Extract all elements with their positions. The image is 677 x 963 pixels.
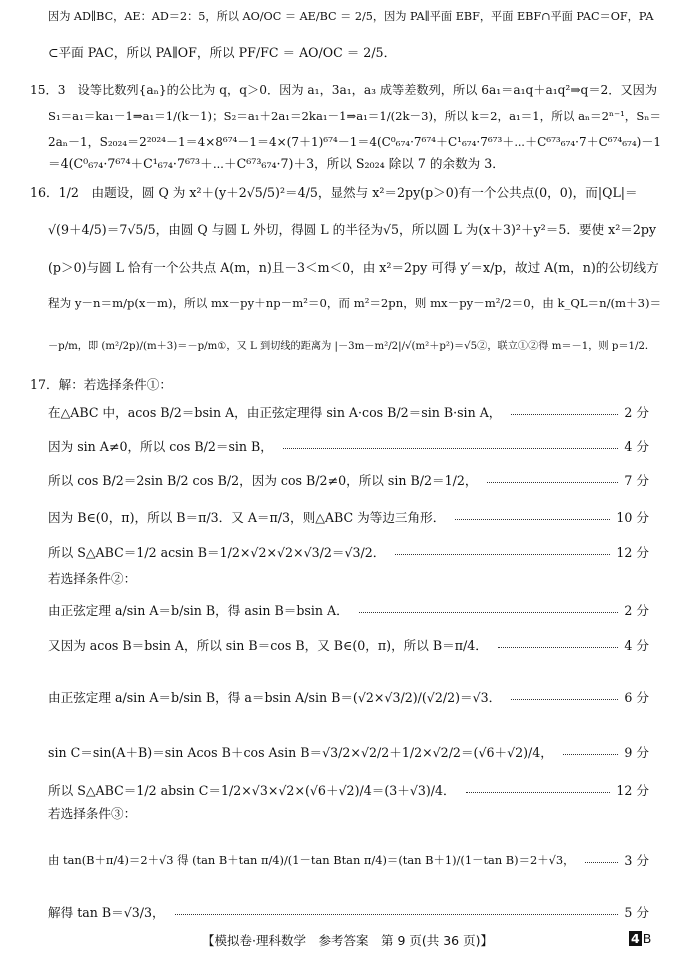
page-badge: [629, 931, 651, 946]
dotted-leader: [498, 647, 619, 648]
step-text: 所以 cos B/2＝2sin B/2 cos B/2，因为 cos B/2≠0，所以 sin B/2＝1/2，: [48, 473, 478, 488]
dotted-leader: [585, 862, 619, 863]
score-label: 2 分: [624, 405, 649, 420]
score-label: 5 分: [624, 905, 649, 920]
score-label: 12 分: [616, 545, 649, 560]
q15-line-4: ＝4(C⁰₆₇₄·7⁶⁷⁴＋C¹₆₇₄·7⁶⁷³＋⋯＋C⁶⁷³₆₇₄·7)＋3，所以 S₂₀₂₄ 除以 7 的余数为 3．: [48, 156, 505, 171]
step-row: [48, 507, 649, 526]
q15-line-3: 2aₙ－1，S₂₀₂₄＝2²⁰²⁴－1＝4×8⁶⁷⁴－1＝4×(7＋1)⁶⁷⁴－1＝4(C⁰₆₇₄·7⁶⁷⁴＋C¹₆₇₄·7⁶⁷³＋⋯＋C⁶⁷³₆₇₄·7＋C⁶⁷⁴₆₇₄)－1: [48, 135, 661, 149]
step-text: 由 tan(B＋π/4)＝2＋√3 得 (tan B＋tan π/4)/(1－tan Btan π/4)＝(tan B＋1)/(1－tan B)＝2＋√3，: [48, 852, 575, 867]
score-label: 2 分: [624, 603, 649, 618]
score-label: 7 分: [624, 473, 649, 488]
dotted-leader: [175, 914, 619, 915]
step-text: 所以 S△ABC＝1/2 absin C＝1/2×√3×√2×(√6＋√2)/4＝(3＋√3)/4．: [48, 783, 456, 798]
score-label: 12 分: [616, 783, 649, 798]
step-row: [48, 850, 649, 869]
score-label: 4 分: [624, 638, 649, 653]
dotted-leader: [511, 699, 618, 700]
score-label: 6 分: [624, 690, 649, 705]
q16-line-5: －p/m，即 (m²/2p)/(m＋3)＝－p/m①，又 L 到切线的距离为 |－3m－m²/2|/√(m²＋p²)＝√5②，联立①②得 m＝－1，则 p＝1/2．: [48, 341, 656, 352]
dotted-leader: [455, 519, 610, 520]
dotted-leader: [487, 482, 618, 483]
score-label: 4 分: [624, 439, 649, 454]
line-1: 因为 AD∥BC，AE：AD＝2：5，所以 AO/OC ＝ AE/BC ＝ 2/5，因为 PA∥平面 EBF，平面 EBF∩平面 PAC＝OF，PA: [48, 10, 654, 23]
q16-line-4: 程为 y－n＝m/p(x－m)，所以 mx－py＋np－m²＝0，而 m²＝2pn，则 mx－py－m²/2＝0，由 k_QL＝n/(m＋3)＝: [48, 296, 662, 310]
q16-line-1: 16．1/2 由题设，圆 Q 为 x²＋(y＋2√5/5)²＝4/5，显然与 x²＝2py(p＞0)有一个公共点(0，0)，而|QL|＝: [30, 185, 638, 200]
step-row: [48, 742, 649, 761]
q15-line-2: S₁＝a₁＝ka₁－1⇒a₁＝1/(k－1)；S₂＝a₁＋2a₁＝2ka₁－1⇒a₁＝1/(2k－3)，所以 k＝2，a₁＝1，所以 aₙ＝2ⁿ⁻¹，Sₙ＝: [48, 109, 661, 123]
step-row: [48, 542, 649, 561]
q16-line-3: (p＞0)与圆 L 恰有一个公共点 A(m，n)且－3＜m＜0，由 x²＝2py 可得 y′＝x/p，故过 A(m，n)的公切线方: [48, 260, 659, 275]
badge-letter: B: [642, 931, 652, 946]
step-row: [48, 687, 649, 706]
step-row: [48, 470, 649, 489]
step-text: 又因为 acos B＝bsin A，所以 sin B＝cos B，又 B∈(0，π)，所以 B＝π/4．: [48, 638, 488, 653]
step-text: 因为 sin A≠0，所以 cos B/2＝sin B，: [48, 439, 273, 454]
step-text: 因为 B∈(0，π)，所以 B＝π/3．又 A＝π/3，则△ABC 为等边三角形．: [48, 510, 446, 525]
step-row: [48, 600, 649, 619]
dotted-leader: [395, 554, 610, 555]
dotted-leader: [511, 414, 618, 415]
dotted-leader: [563, 754, 618, 755]
condition-2-label: 若选择条件②：: [48, 571, 137, 586]
q15-line-1: 15．3 设等比数列{aₙ}的公比为 q，q＞0．因为 a₁，3a₁，a₃ 成等差数列，所以 6a₁＝a₁q＋a₁q²⇒q＝2．又因为: [30, 83, 658, 97]
score-label: 10 分: [616, 510, 649, 525]
step-row: [48, 635, 649, 654]
line-2: ⊂平面 PAC，所以 PA∥OF，所以 PF/FC ＝ AO/OC ＝ 2/5．: [48, 45, 397, 60]
q16-line-2: √(9＋4/5)＝7√5/5，由圆 Q 与圆 L 外切，得圆 L 的半径为√5，所以圆 L 为(x＋3)²＋y²＝5．要使 x²＝2py: [48, 222, 657, 237]
step-text: 解得 tan B＝√3/3，: [48, 905, 165, 920]
step-text: sin C＝sin(A＋B)＝sin Acos B＋cos Asin B＝√3/2×√2/2＋1/2×√2/2＝(√6＋√2)/4，: [48, 745, 553, 760]
condition-3-label: 若选择条件③：: [48, 806, 137, 821]
score-label: 3 分: [624, 853, 649, 868]
step-text: 由正弦定理 a/sin A＝b/sin B，得 asin B＝bsin A．: [48, 603, 349, 618]
dotted-leader: [359, 612, 619, 613]
score-label: 9 分: [624, 745, 649, 760]
step-text: 所以 S△ABC＝1/2 acsin B＝1/2×√2×√2×√3/2＝√3/2．: [48, 545, 386, 560]
step-row: [48, 902, 649, 921]
dotted-leader: [283, 448, 618, 449]
step-row: [48, 402, 649, 421]
step-row: [48, 780, 649, 799]
step-row: [48, 436, 649, 455]
dotted-leader: [466, 792, 611, 793]
badge-box: 4: [631, 931, 640, 946]
step-text: 由正弦定理 a/sin A＝b/sin B，得 a＝bsin A/sin B＝(√2×√3/2)/(√2/2)＝√3．: [48, 690, 502, 705]
q17-heading: 17．解：若选择条件①：: [30, 377, 172, 392]
step-text: 在△ABC 中，acos B/2＝bsin A，由正弦定理得 sin A·cos B/2＝sin B·sin A，: [48, 405, 502, 420]
footer-text: 【模拟卷·理科数学 参考答案 第 9 页(共 36 页)】: [202, 933, 493, 948]
